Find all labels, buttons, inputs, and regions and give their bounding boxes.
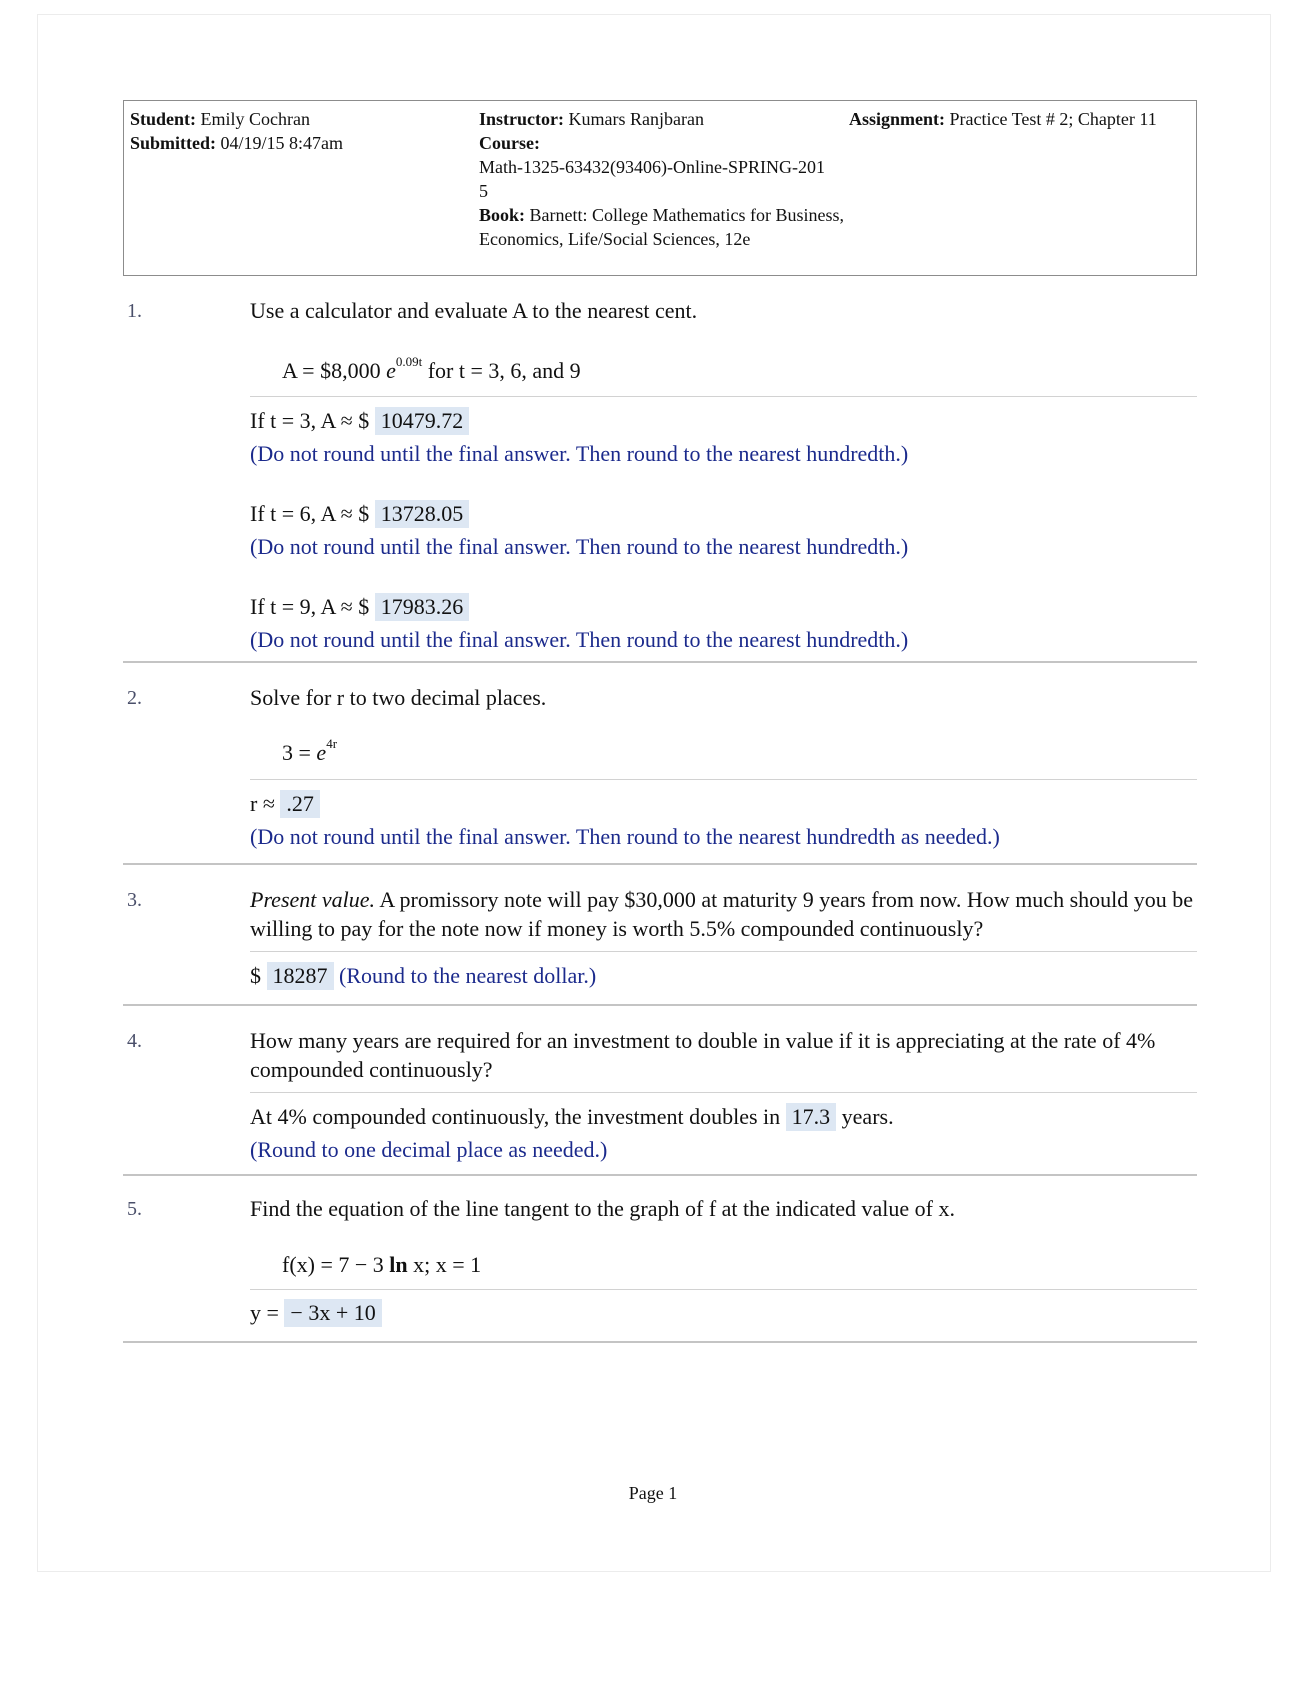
submitted-date: 04/19/15 8:47am: [220, 133, 344, 153]
student-label: Student:: [130, 109, 197, 129]
answer-line: [250, 789, 1197, 818]
answer-label: $: [250, 963, 261, 988]
divider: [250, 396, 1197, 397]
book-label: Book:: [479, 205, 526, 225]
course-label: Course:: [479, 133, 540, 153]
question-number: 5.: [127, 1198, 142, 1220]
equation: $3 = e^{4r}$: [282, 735, 338, 765]
answer-hint: (Round to one decimal place as needed.): [250, 1137, 608, 1162]
answer-suffix: years.: [841, 1104, 894, 1129]
question-number: 3.: [127, 889, 142, 911]
answer-field[interactable]: 18287: [267, 962, 334, 990]
book-title: Barnett: College Mathematics for Business, Economics, Life/Social Sciences, 12e: [479, 205, 844, 249]
question-separator: [123, 863, 1197, 865]
question-number: 2.: [127, 687, 142, 709]
submitted-label: Submitted:: [130, 133, 217, 153]
answer-hint: (Do not round until the final answer. Then round to the nearest hundredth.): [250, 534, 909, 559]
divider: [250, 951, 1197, 952]
answer-field[interactable]: 10479.72: [375, 407, 470, 435]
answer-label: At 4% compounded continuously, the investment doubles in: [250, 1104, 781, 1129]
assignment-name: Practice Test # 2; Chapter 11: [949, 109, 1157, 129]
divider: [250, 1289, 1197, 1290]
answer-line: [250, 499, 1197, 528]
answer-field[interactable]: 13728.05: [375, 500, 470, 528]
answer-hint: (Round to the nearest dollar.): [339, 963, 597, 988]
answer-field[interactable]: 17983.26: [375, 593, 470, 621]
answer-field[interactable]: .27: [280, 790, 320, 818]
answer-line: [250, 592, 1197, 621]
question-prompt: Use a calculator and evaluate A to the nearest cent.: [250, 298, 698, 323]
course-name: Math-1325-63432(93406)-Online-SPRING-2015: [479, 157, 825, 201]
instructor-name: Kumars Ranjbaran: [568, 109, 704, 129]
question-number: 1.: [127, 300, 142, 322]
page-number: Page 1: [628, 1483, 678, 1503]
assignment-label: Assignment:: [849, 109, 946, 129]
divider: [250, 779, 1197, 780]
divider: [250, 1092, 1197, 1093]
answer-hint: (Do not round until the final answer. Then round to the nearest hundredth.): [250, 441, 909, 466]
question-separator: [123, 1004, 1197, 1006]
student-name: Emily Cochran: [200, 109, 310, 129]
answer-hint: (Do not round until the final answer. Then round to the nearest hundredth as needed.): [250, 824, 1000, 849]
answer-line: [250, 1298, 1197, 1327]
instructor-label: Instructor:: [479, 109, 564, 129]
question-separator: [123, 1174, 1197, 1176]
question-separator: [123, 661, 1197, 663]
question-separator: [123, 1341, 1197, 1343]
course-info: [479, 107, 849, 251]
answer-line: [250, 406, 1197, 435]
answer-label: r ≈: [250, 791, 275, 816]
question-prompt: Solve for r to two decimal places.: [250, 685, 547, 710]
answer-label: If t = 3, A ≈ $: [250, 408, 370, 433]
answer-field[interactable]: − 3x + 10: [284, 1299, 381, 1327]
equation: f(x) = 7 − 3 ln x; x = 1: [282, 1252, 482, 1277]
answer-line: [250, 1102, 1197, 1131]
answer-hint: (Do not round until the final answer. Then round to the nearest hundredth.): [250, 627, 909, 652]
student-info: [130, 107, 460, 155]
assignment-info: [849, 107, 1194, 131]
question-prompt: How many years are required for an investment to double in value if it is appreciating at the rate of 4% compounded continuously?: [250, 1028, 1156, 1082]
equation: A = $8,000 $e^{0.09t}$ for t = 3, 6, and 9: [282, 353, 581, 383]
question-prompt: Find the equation of the line tangent to the graph of f at the indicated value of x.: [250, 1196, 956, 1221]
question-number: 4.: [127, 1030, 142, 1052]
question-prompt: Present value. A promissory note will pay $30,000 at maturity 9 years from now. How much should you be willing to pay for the note now if money is worth 5.5% compounded continuously?: [250, 887, 1194, 941]
answer-label: y =: [250, 1300, 279, 1325]
answer-label: If t = 6, A ≈ $: [250, 501, 370, 526]
answer-line: [250, 961, 1197, 990]
answer-field[interactable]: 17.3: [786, 1103, 837, 1131]
assignment-header: [123, 100, 1197, 276]
answer-label: If t = 9, A ≈ $: [250, 594, 370, 619]
